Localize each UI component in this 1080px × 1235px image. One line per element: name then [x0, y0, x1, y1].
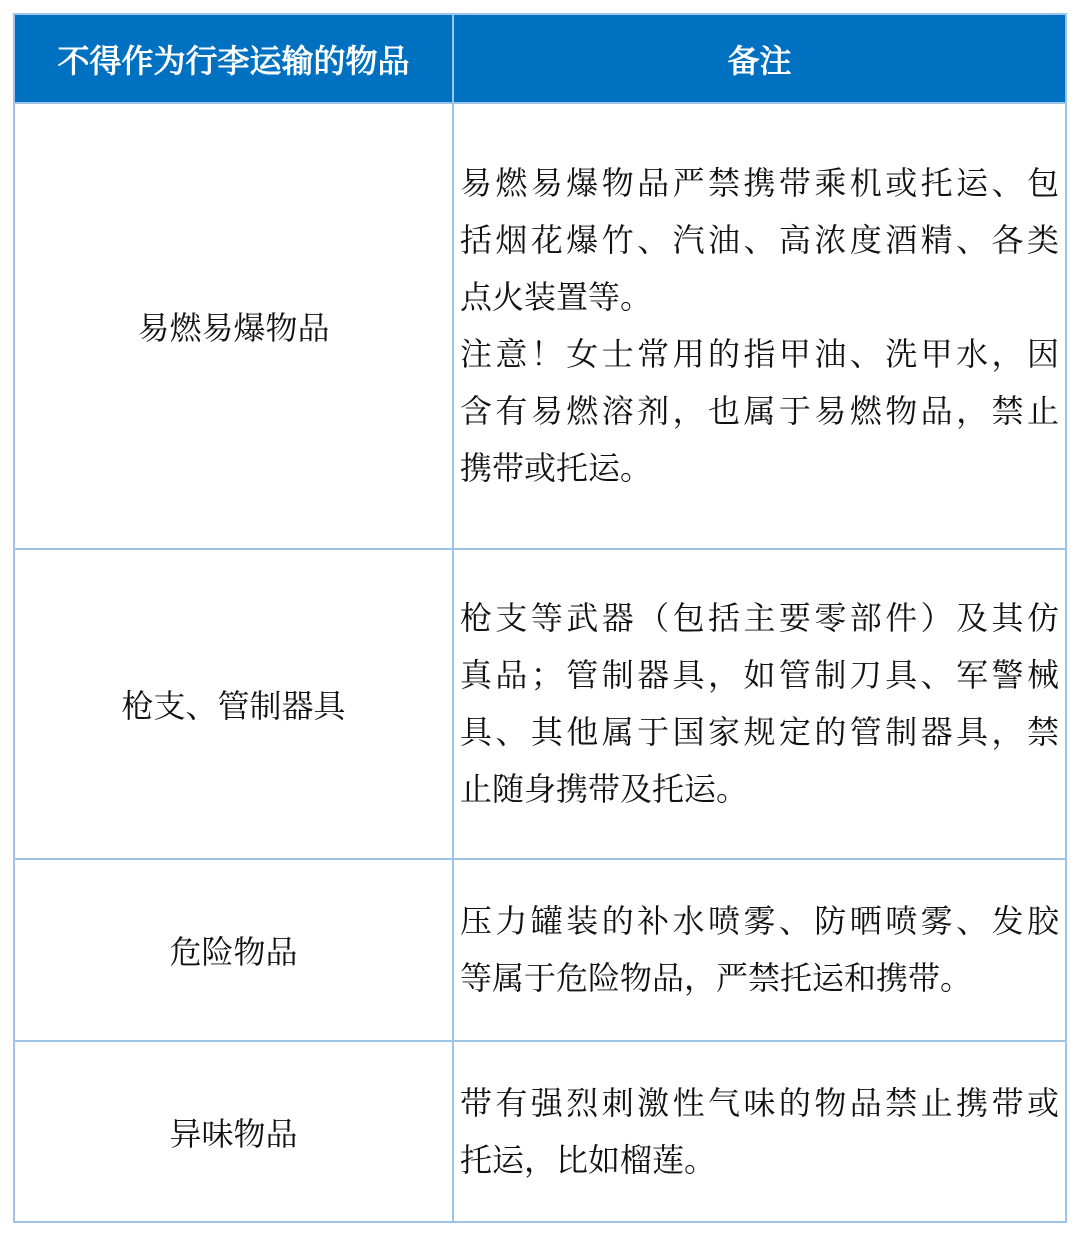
item-cell: 易燃易爆物品: [14, 103, 453, 549]
note-line: 压力罐装的补水喷雾、防晒喷雾、发胶: [460, 902, 1059, 940]
note-line: 点火装置等。: [460, 278, 653, 316]
note-line: 等属于危险物品，严禁托运和携带。: [460, 959, 973, 997]
note-line: 止随身携带及托运。: [460, 770, 749, 808]
item-cell: 枪支、管制器具: [14, 549, 453, 859]
item-cell: 异味物品: [14, 1041, 453, 1222]
table-row: [14, 103, 1066, 549]
item-cell: 危险物品: [14, 859, 453, 1041]
header-item: 不得作为行李运输的物品: [14, 14, 453, 103]
prohibited-items-table: [13, 13, 1067, 1223]
table-row: [14, 549, 1066, 859]
note-line: 托运，比如榴莲。: [460, 1140, 717, 1179]
header-row: [14, 14, 1066, 103]
table-row: [14, 859, 1066, 1041]
note-cell: [453, 549, 1066, 859]
note-line: 括烟花爆竹、汽油、高浓度酒精、各类: [460, 221, 1059, 259]
header-note: 备注: [453, 14, 1066, 103]
note-line: 易燃易爆物品严禁携带乘机或托运、包: [460, 164, 1059, 202]
note-line: 具、其他属于国家规定的管制器具，禁: [460, 713, 1059, 751]
note-line: 携带或托运。: [460, 449, 653, 487]
note-line: 注意！女士常用的指甲油、洗甲水，因: [460, 335, 1059, 373]
note-line: 含有易燃溶剂，也属于易燃物品，禁止: [460, 392, 1059, 430]
note-line: 枪支等武器（包括主要零部件）及其仿: [460, 599, 1059, 637]
table-row: [14, 1041, 1066, 1222]
note-cell: [453, 103, 1066, 549]
note-line: 真品；管制器具，如管制刀具、军警械: [460, 656, 1059, 694]
note-cell: [453, 1041, 1066, 1222]
note-cell: [453, 859, 1066, 1041]
note-line: 带有强烈刺激性气味的物品禁止携带或: [460, 1083, 1059, 1122]
